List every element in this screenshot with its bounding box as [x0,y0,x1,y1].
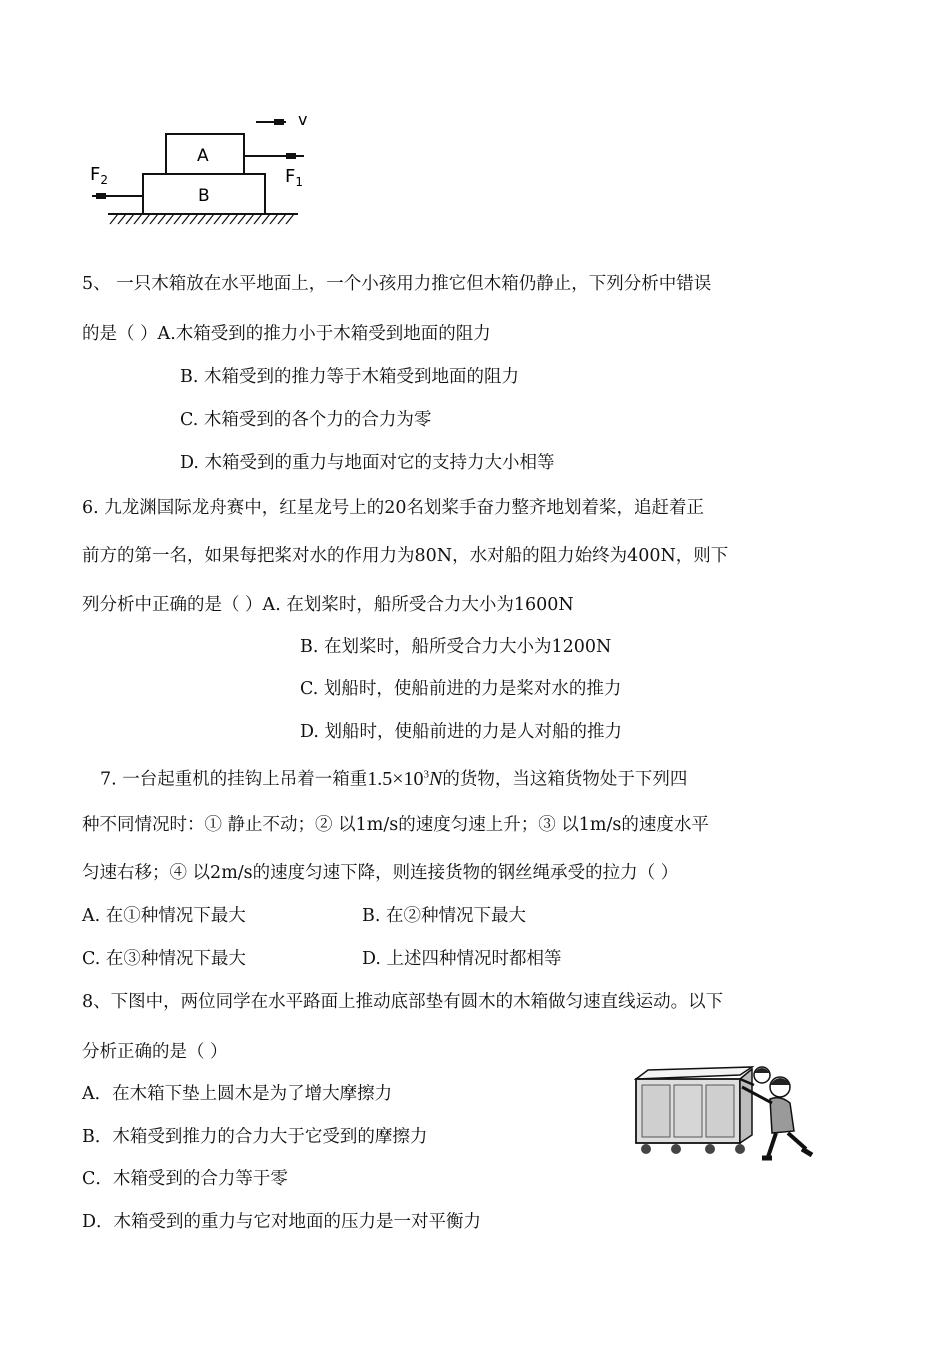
q7-line-1 [100,762,687,792]
q6-option-c: C. 划船时，使船前进的力是桨对水的推力 [300,679,622,699]
q6-line-3: 列分析中正确的是（ ）A. 在划桨时，船所受合力大小为1600N [82,595,574,615]
q5-option-c: C. 木箱受到的各个力的合力为零 [180,410,432,430]
q8-option-a: A．在木箱下垫上圆木是为了增大摩擦力 [82,1084,393,1104]
q7-line-1-pre: 7. 一台起重机的挂钩上吊着一箱重 [100,769,368,790]
q8-option-d: D．木箱受到的重力与它对地面的压力是一对平衡力 [82,1212,482,1232]
block-b-label: B [198,186,210,206]
q7-line-1-post: 的货物，当这箱货物处于下列四 [442,769,688,790]
box-panel-3 [706,1085,734,1137]
log-2 [671,1144,681,1154]
f2-arrowhead-icon [96,193,106,199]
velocity-label: v [298,110,308,129]
box-panel-1 [642,1085,670,1137]
q6-option-b: B. 在划桨时，船所受合力大小为1200N [300,637,612,657]
q5-option-b: B. 木箱受到的推力等于木箱受到地面的阻力 [180,367,519,387]
q7-option-a: A. 在①种情况下最大 [82,906,246,926]
blocks-force-diagram [80,100,340,235]
q8-option-b: B．木箱受到推力的合力大于它受到的摩擦力 [82,1127,428,1147]
f1-arrowhead-icon [286,153,296,159]
q6-line-1: 6. 九龙渊国际龙舟赛中，红星龙号上的20名划桨手奋力整齐地划着桨，追赶着正 [82,498,705,518]
block-a-label: A [197,146,209,166]
q5-line-1: 5、 一只木箱放在水平地面上，一个小孩用力推它但木箱仍静止，下列分析中错误 [82,274,712,294]
log-1 [641,1144,651,1154]
q6-line-2: 前方的第一名，如果每把桨对水的作用力为80N，水对船的阻力始终为400N，则下 [82,546,729,566]
child-2-body [770,1098,794,1133]
log-4 [735,1144,745,1154]
q7-line-2: 种不同情况时：① 静止不动；② 以1m/s的速度匀速上升；③ 以1m/s的速度水平 [82,815,709,835]
box-top [636,1067,752,1079]
q8-line-1: 8、下图中，两位同学在水平路面上推动底部垫有圆木的木箱做匀速直线运动。以下 [82,992,724,1012]
q7-option-c: C. 在③种情况下最大 [82,949,246,969]
q8-option-c: C．木箱受到的合力等于零 [82,1169,288,1189]
q7-weight-formula: $1.5\times 10^3N$ [367,767,443,790]
velocity-arrowhead-icon [274,119,284,125]
log-3 [705,1144,715,1154]
q7-option-b: B. 在②种情况下最大 [362,906,526,926]
pushing-box-illustration [630,1065,815,1165]
q7-line-3: 匀速右移；④ 以2m/s的速度匀速下降，则连接货物的钢丝绳承受的拉力（ ） [82,863,679,883]
box-panel-2 [674,1085,702,1137]
q5-line-2: 的是（ ）A.木箱受到的推力小于木箱受到地面的阻力 [82,324,491,344]
q6-option-d: D. 划船时，使船前进的力是人对船的推力 [300,722,623,742]
q8-line-2: 分析正确的是（ ） [82,1042,228,1062]
f2-label: $F_2$ [90,164,108,187]
q5-option-d: D. 木箱受到的重力与地面对它的支持力大小相等 [180,453,555,473]
q7-option-d: D. 上述四种情况时都相等 [362,949,562,969]
ground-hatch [110,214,294,224]
f1-label: $F_1$ [285,166,303,189]
child-2-legs [768,1133,806,1157]
